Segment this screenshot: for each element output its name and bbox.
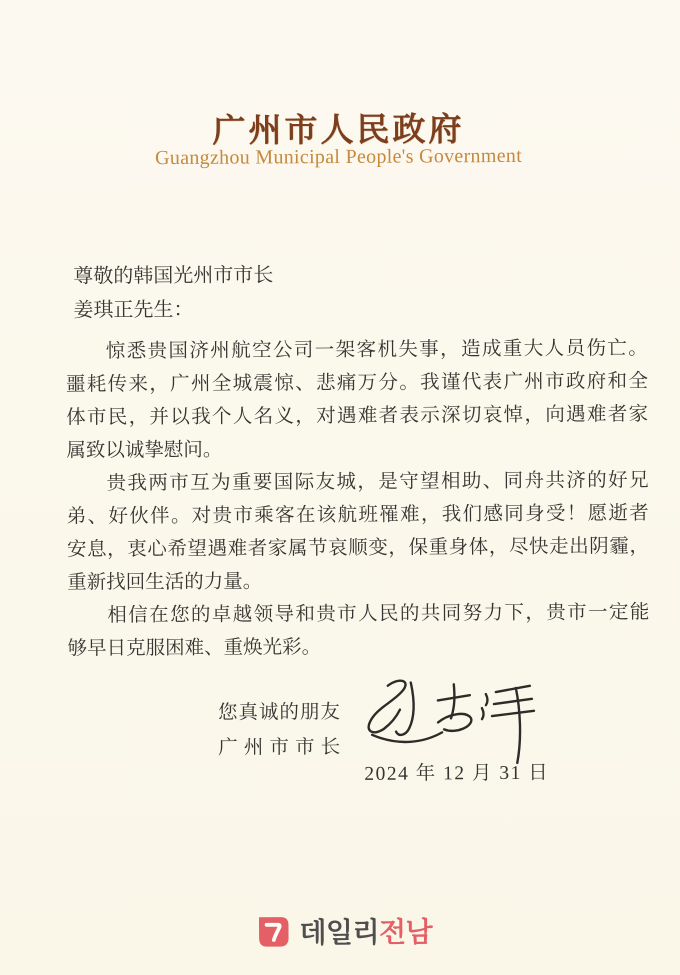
body-line: 重新找回生活的力量。 xyxy=(67,571,263,594)
letter-body xyxy=(66,332,650,666)
closing-friend-line: 您真诚的朋友 xyxy=(217,702,341,724)
daily-jeonnam-logo-icon xyxy=(254,912,292,950)
body-line: 噩耗传来，广州全城震惊、悲痛万分。我谨代表广州市政府和全 xyxy=(65,371,649,396)
body-line: 够早日克服困难、重焕光彩。 xyxy=(67,637,322,660)
letter-date: 2024 年 12 月 31 日 xyxy=(364,762,550,785)
daily-jeonnam-logo-text xyxy=(299,910,432,951)
logo-text-jeonnam: 전남 xyxy=(378,916,433,948)
body-line: 弟、好伙伴。对贵市乘客在该航班罹难，我们感同身受！愿逝者 xyxy=(66,503,649,528)
body-line: 贵我两市互为重要国际友城，是守望相助、同舟共济的好兄 xyxy=(106,470,649,495)
body-line: 惊悉贵国济州航空公司一架客机失事，造成重大人员伤亡。 xyxy=(105,338,648,363)
letterhead-title-english: Guangzhou Municipal People's Government xyxy=(155,144,523,170)
press-watermark xyxy=(3,909,680,953)
handwritten-signature xyxy=(354,673,545,770)
letterhead-title-chinese: 广州市人民政府 xyxy=(212,112,465,150)
closing-sender-title: 广州市市长 xyxy=(218,737,341,759)
logo-text-daily: 데일리 xyxy=(299,916,380,949)
salutation-recipient-name: 姜琪正先生： xyxy=(73,298,194,322)
body-line: 体市民，并以我个人名义，对遇难者表示深切哀悼，向遇难者家 xyxy=(66,404,649,429)
body-line: 相信在您的卓越领导和贵市人民的共同努力下，贵市一定能 xyxy=(107,602,650,627)
closing-block xyxy=(218,696,340,765)
body-line: 属致以诚挚慰问。 xyxy=(66,439,223,462)
body-line: 安息，衷心希望遇难者家属节哀顺变，保重身体，尽快走出阴霾， xyxy=(66,536,650,561)
salutation-recipient-title: 尊敬的韩国光州市市长 xyxy=(73,264,274,288)
salutation xyxy=(73,258,273,327)
